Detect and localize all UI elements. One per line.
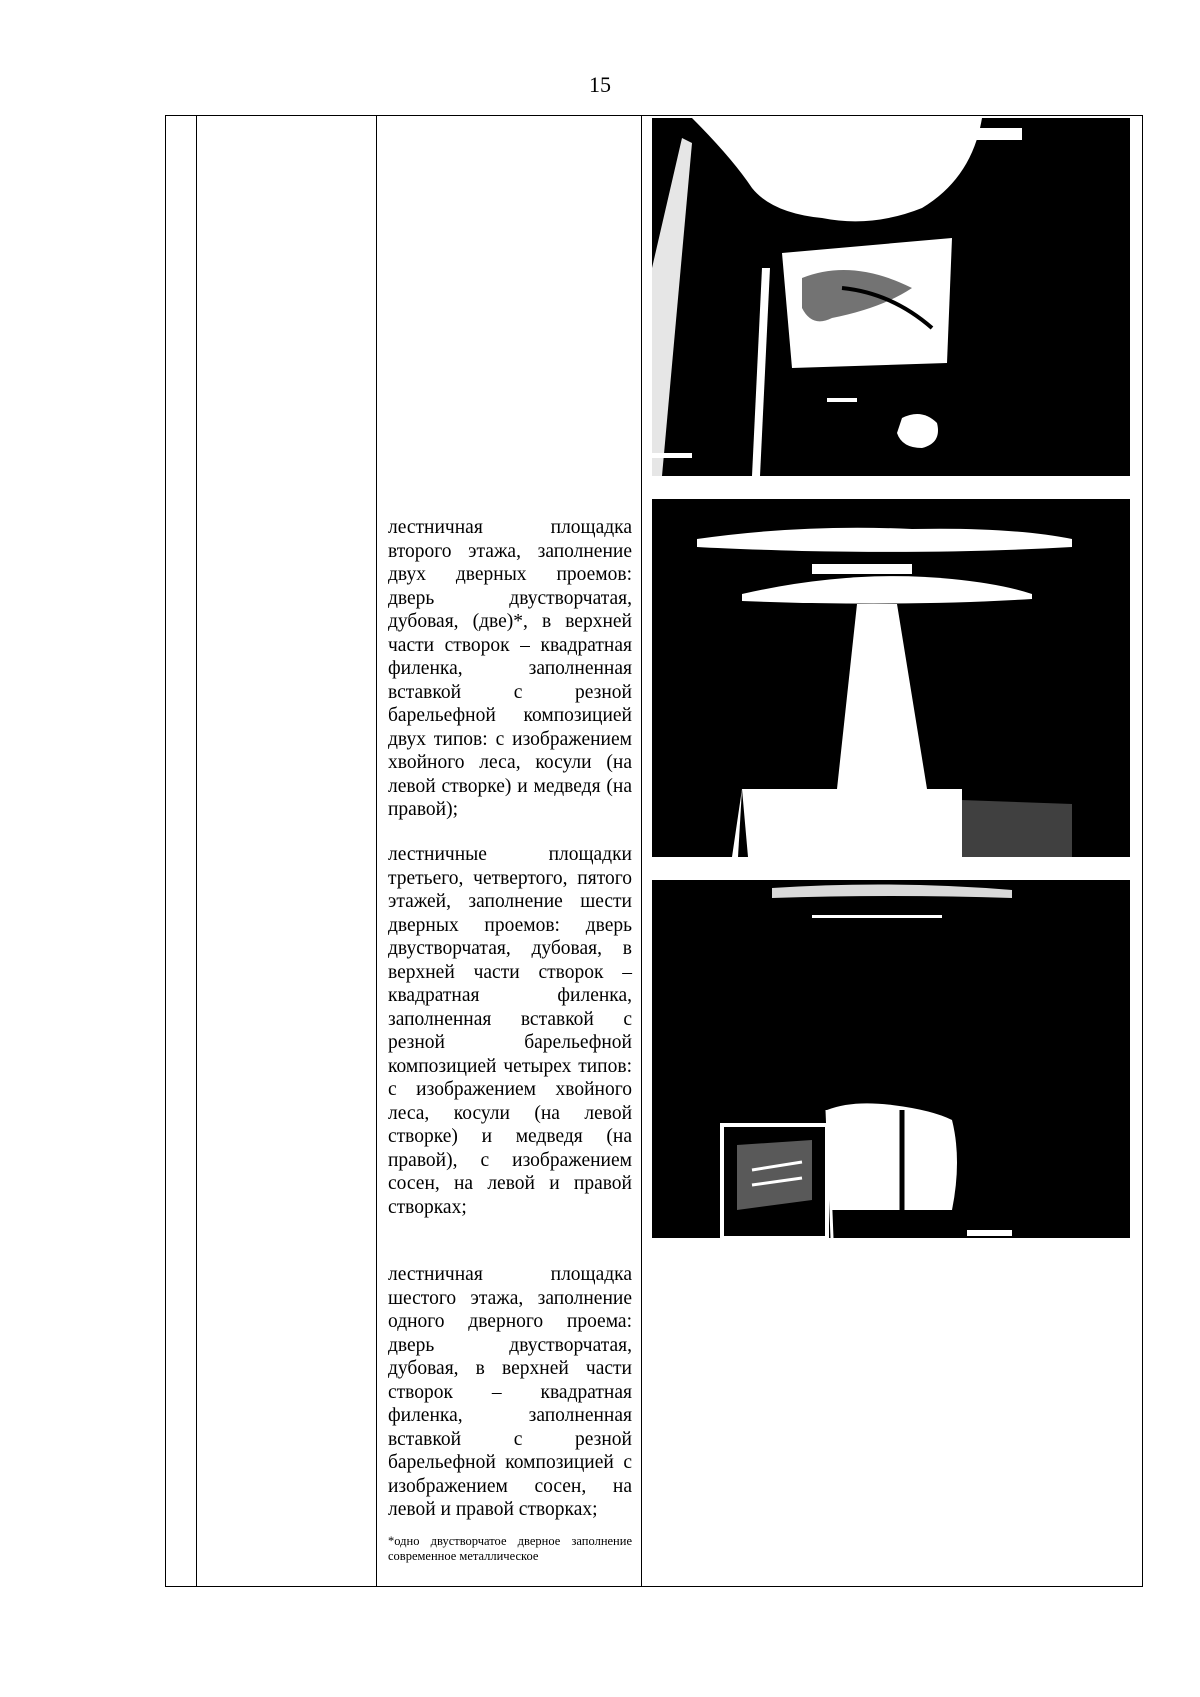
photo-upper-floor-landing (652, 880, 1130, 1238)
photo-second-floor-landing (652, 499, 1130, 857)
page-number: 15 (589, 72, 611, 97)
description-third-to-fifth-floor: лестничные площадки третьего, четвертого, пятого этажей, заполнение шести дверных проемов: дверь двустворчатая, дубовая, в верхней части створок – квадратная филенка, заполненная вставкой с резной барельефной композицией четырех типов: с изображением хвойного леса, косули (на левой створке) и медведя (на правой), с изображением сосен, на левой и правой створках; (388, 844, 632, 1218)
description-sixth-floor: лестничная площадка шестого этажа, заполнение одного дверного проема: дверь двустворчатая, дубовая, в верхней части створок – квадратная филенка, заполненная вставкой с резной барельефной композицией с изображением сосен, на левой и правой створках; (388, 1264, 632, 1520)
column-divider (196, 116, 197, 1586)
object-table (165, 115, 1143, 1587)
column-divider (376, 116, 377, 1586)
column-divider (641, 116, 642, 1586)
photo-stairwell-ceiling (652, 118, 1130, 476)
footnote: *одно двустворчатое дверное заполнение современное металлическое (388, 1534, 632, 1563)
description-second-floor: лестничная площадка второго этажа, заполнение двух дверных проемов: дверь двустворчатая, дубовая, (две)*, в верхней части створок – квадратная филенка, заполненная вставкой с резной барельефной композицией двух типов: с изображением хвойного леса, косули (на левой створке) и медведя (на правой); (388, 517, 632, 820)
